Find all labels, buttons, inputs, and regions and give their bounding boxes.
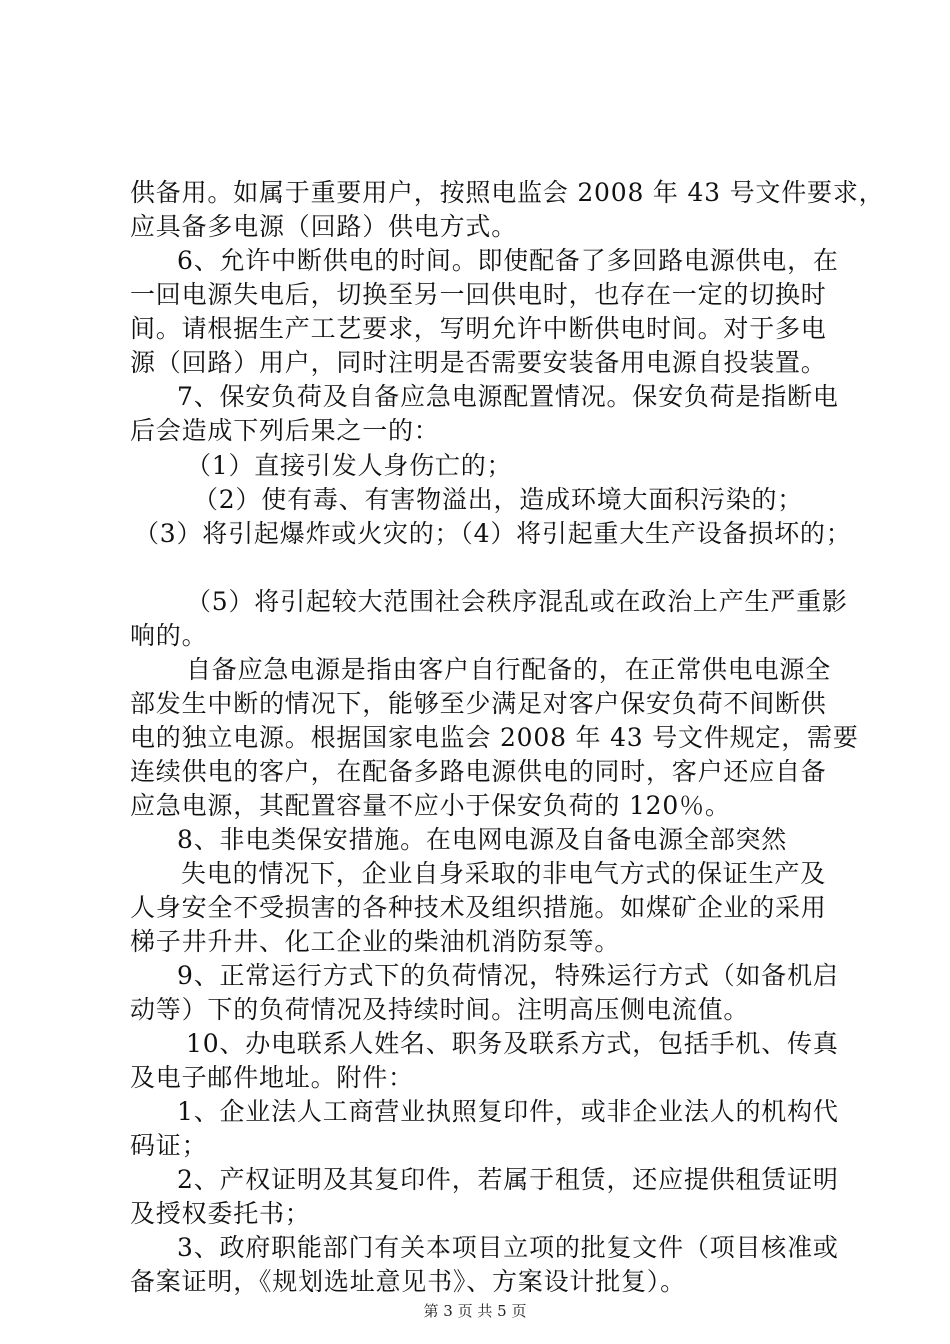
text-line: 9、正常运行方式下的负荷情况，特殊运行方式（如备机启: [177, 961, 839, 990]
text-line: （2）使有毒、有害物溢出，造成环境大面积污染的；: [193, 485, 804, 514]
text-line: （3）将引起爆炸或火灾的；（4）将引起重大生产设备损坏的；: [134, 519, 852, 548]
text-line: （1）直接引发人身伤亡的；: [186, 451, 513, 480]
text-line: 备案证明，《规划选址意见书》、方案设计批复）。: [130, 1267, 686, 1296]
text-line: 供备用。如属于重要用户，按照电监会 2008 年 43 号文件要求，: [130, 178, 885, 207]
text-line: 梯子井升井、化工企业的柴油机消防泵等。: [130, 927, 621, 956]
text-line: 后会造成下列后果之一的：: [130, 416, 440, 445]
text-line: 6、允许中断供电的时间。即使配备了多回路电源供电，在: [177, 246, 839, 275]
text-line: 源（回路）用户，同时注明是否需要安装备用电源自投装置。: [130, 348, 827, 377]
text-line: 码证；: [130, 1131, 208, 1160]
text-line: 1、企业法人工商营业执照复印件，或非企业法人的机构代: [177, 1097, 839, 1126]
text-line: 自备应急电源是指由客户自行配备的，在正常供电电源全: [186, 655, 832, 684]
text-line: 连续供电的客户，在配备多路电源供电的同时，客户还应自备: [130, 757, 827, 786]
text-line: 响的。: [130, 621, 208, 650]
page-footer: 第 3 页 共 5 页: [423, 1302, 527, 1320]
text-line: 7、保安负荷及自备应急电源配置情况。保安负荷是指断电: [177, 382, 839, 411]
text-line: 及电子邮件地址。附件：: [130, 1063, 414, 1092]
text-line: 10、办电联系人姓名、职务及联系方式，包括手机、传真: [186, 1029, 839, 1058]
text-line: 部发生中断的情况下，能够至少满足对客户保安负荷不间断供: [130, 689, 827, 718]
text-line: 动等）下的负荷情况及持续时间。注明高压侧电流值。: [130, 995, 750, 1024]
text-line: 应具备多电源（回路）供电方式。: [130, 212, 518, 241]
text-line: （5）将引起较大范围社会秩序混乱或在政治上产生严重影: [186, 587, 848, 616]
text-line: 间。请根据生产工艺要求，写明允许中断供电时间。对于多电: [130, 314, 827, 343]
text-line: 失电的情况下，企业自身采取的非电气方式的保证生产及: [181, 859, 827, 888]
text-line: 及授权委托书；: [130, 1199, 311, 1228]
text-line: 应急电源，其配置容量不应小于保安负荷的 120％。: [130, 791, 731, 820]
text-line: 2、产权证明及其复印件，若属于租赁，还应提供租赁证明: [177, 1165, 839, 1194]
text-line: 8、非电类保安措施。在电网电源及自备电源全部突然: [177, 825, 788, 854]
text-line: 电的独立电源。根据国家电监会 2008 年 43 号文件规定，需要: [130, 723, 859, 752]
text-line: 人身安全不受损害的各种技术及组织措施。如煤矿企业的采用: [130, 893, 827, 922]
text-line: 3、政府职能部门有关本项目立项的批复文件（项目核准或: [177, 1233, 839, 1262]
text-line: 一回电源失电后，切换至另一回供电时，也存在一定的切换时: [130, 280, 827, 309]
